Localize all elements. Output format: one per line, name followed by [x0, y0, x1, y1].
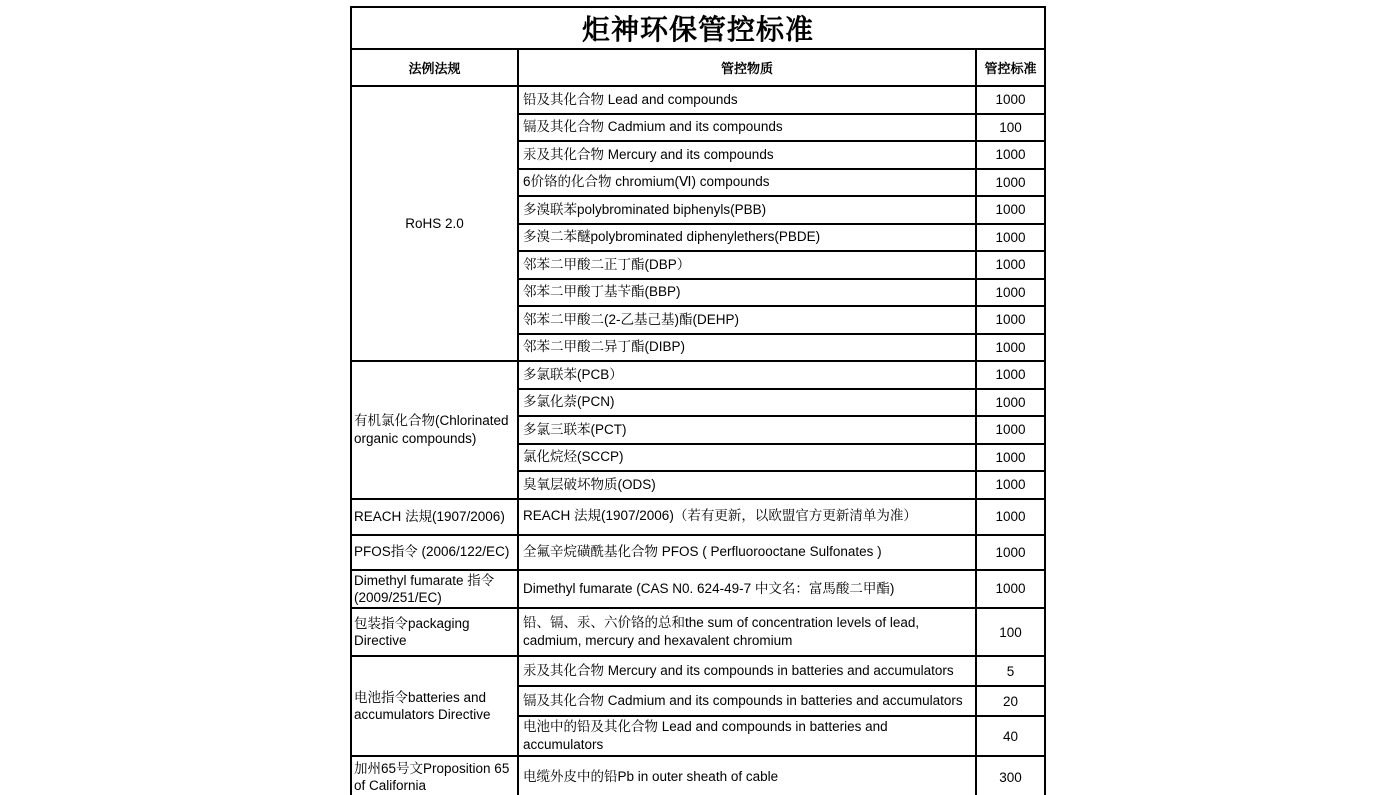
limit-cell: 40 — [976, 716, 1045, 756]
limit-cell: 1000 — [976, 535, 1045, 570]
page-title: 炬神环保管控标准 — [351, 7, 1045, 49]
title-row — [351, 7, 1045, 49]
table-row — [351, 756, 1045, 795]
table-row — [351, 570, 1045, 609]
substance-cell: 多氯联苯(PCB） — [518, 361, 976, 389]
substance-cell: 电池中的铅及其化合物 Lead and compounds in batteries and accumulators — [518, 716, 976, 756]
table-row — [351, 608, 1045, 656]
substance-cell: 铅、镉、汞、六价铬的总和the sum of concentration levels of lead, cadmium, mercury and hexavalent chromium — [518, 608, 976, 656]
substance-cell: 镉及其化合物 Cadmium and its compounds — [518, 114, 976, 142]
regulation-cell: RoHS 2.0 — [351, 86, 518, 361]
table-row — [351, 361, 1045, 389]
limit-cell: 100 — [976, 114, 1045, 142]
limit-cell: 1000 — [976, 334, 1045, 362]
substance-cell: 全氟辛烷磺酰基化合物 PFOS ( Perfluorooctane Sulfonates ) — [518, 535, 976, 570]
limit-cell: 1000 — [976, 570, 1045, 609]
limit-cell: 1000 — [976, 361, 1045, 389]
substance-cell: 铅及其化合物 Lead and compounds — [518, 86, 976, 114]
regulation-cell: 包装指令packaging Directive — [351, 608, 518, 656]
substance-cell: REACH 法規(1907/2006)（若有更新，以欧盟官方更新清单为准） — [518, 499, 976, 535]
table-row — [351, 499, 1045, 535]
substance-cell: 氯化烷烃(SCCP) — [518, 444, 976, 472]
substance-cell: 6价铬的化合物 chromium(Ⅵ) compounds — [518, 169, 976, 197]
limit-cell: 1000 — [976, 196, 1045, 224]
limit-cell: 20 — [976, 686, 1045, 716]
table-body — [351, 86, 1045, 795]
limit-cell: 1000 — [976, 251, 1045, 279]
substance-cell: 电缆外皮中的铅Pb in outer sheath of cable — [518, 756, 976, 795]
substance-cell: 镉及其化合物 Cadmium and its compounds in batteries and accumulators — [518, 686, 976, 716]
limit-cell: 1000 — [976, 306, 1045, 334]
substance-cell: 邻苯二甲酸丁基苄酯(BBP) — [518, 279, 976, 307]
substance-cell: 邻苯二甲酸二(2-乙基己基)酯(DEHP) — [518, 306, 976, 334]
limit-cell: 1000 — [976, 169, 1045, 197]
regulation-cell: REACH 法規(1907/2006) — [351, 499, 518, 535]
limit-cell: 1000 — [976, 416, 1045, 444]
column-header-row — [351, 49, 1045, 86]
limit-cell: 1000 — [976, 499, 1045, 535]
limit-cell: 1000 — [976, 224, 1045, 252]
regulation-cell: 加州65号文Proposition 65 of California — [351, 756, 518, 795]
limit-cell: 1000 — [976, 389, 1045, 417]
substance-cell: 多氯三联苯(PCT) — [518, 416, 976, 444]
regulation-cell: 有机氯化合物(Chlorinated organic compounds) — [351, 361, 518, 499]
column-header-substance: 管控物质 — [518, 49, 976, 86]
substance-cell: 多溴联苯polybrominated biphenyls(PBB) — [518, 196, 976, 224]
column-header-regulation: 法例法规 — [351, 49, 518, 86]
limit-cell: 100 — [976, 608, 1045, 656]
limit-cell: 1000 — [976, 279, 1045, 307]
substance-cell: 汞及其化合物 Mercury and its compounds — [518, 141, 976, 169]
column-header-limit: 管控标准 — [976, 49, 1045, 86]
limit-cell: 1000 — [976, 444, 1045, 472]
regulation-cell: Dimethyl fumarate 指令 (2009/251/EC) — [351, 570, 518, 609]
regulation-cell: PFOS指令 (2006/122/EC) — [351, 535, 518, 570]
standards-table — [350, 6, 1046, 795]
table-head — [351, 7, 1045, 86]
substance-cell: 多氯化萘(PCN) — [518, 389, 976, 417]
substance-cell: 邻苯二甲酸二正丁酯(DBP） — [518, 251, 976, 279]
substance-cell: 臭氧层破坏物质(ODS) — [518, 471, 976, 499]
substance-cell: 汞及其化合物 Mercury and its compounds in batteries and accumulators — [518, 656, 976, 686]
limit-cell: 1000 — [976, 471, 1045, 499]
limit-cell: 300 — [976, 756, 1045, 795]
table-row — [351, 535, 1045, 570]
substance-cell: 邻苯二甲酸二异丁酯(DIBP) — [518, 334, 976, 362]
limit-cell: 5 — [976, 656, 1045, 686]
limit-cell: 1000 — [976, 86, 1045, 114]
table-row — [351, 656, 1045, 686]
regulation-cell: 电池指令batteries and accumulators Directive — [351, 656, 518, 756]
substance-cell: Dimethyl fumarate (CAS N0. 624-49-7 中文名：富馬酸二甲酯) — [518, 570, 976, 609]
substance-cell: 多溴二苯醚polybrominated diphenylethers(PBDE) — [518, 224, 976, 252]
limit-cell: 1000 — [976, 141, 1045, 169]
table-row — [351, 86, 1045, 114]
